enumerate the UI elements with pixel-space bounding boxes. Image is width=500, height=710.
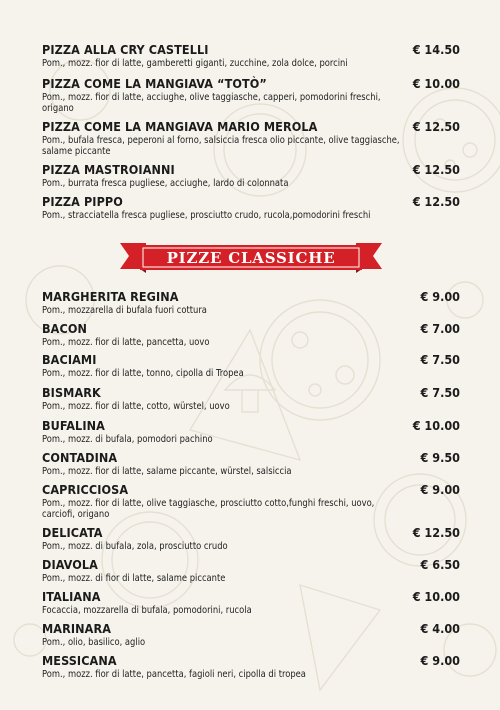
item-price: € 12.50	[412, 119, 460, 134]
item-name: BISMARK	[42, 385, 101, 400]
menu-item	[42, 386, 460, 412]
item-description: Pom., bufala fresca, peperoni al forno, salsiccia fresca olio piccante, olive taggiasche, salame piccante	[42, 135, 400, 157]
item-price: € 7.50	[420, 352, 460, 367]
item-price: € 12.50	[412, 162, 460, 177]
item-description: Pom., olio, basilico, aglio	[42, 637, 146, 648]
menu-item	[42, 353, 460, 379]
item-name: MARGHERITA REGINA	[42, 289, 179, 304]
item-price: € 4.00	[420, 621, 460, 636]
item-price: € 6.50	[420, 557, 460, 572]
item-name: CONTADINA	[42, 450, 118, 465]
item-description: Pom., mozz. fior di latte, olive taggiasche, prosciutto cotto,funghi freschi, uovo, carciofi, origano	[42, 498, 375, 520]
menu-item	[42, 120, 460, 157]
item-price: € 9.50	[420, 450, 460, 465]
item-price: € 7.00	[420, 321, 460, 336]
item-description: Pom., mozz. fior di latte, pancetta, uovo	[42, 337, 210, 348]
item-price: € 7.50	[420, 385, 460, 400]
item-description: Pom., mozz. fior di latte, salame piccante, würstel, salsiccia	[42, 466, 292, 477]
item-price: € 10.00	[412, 589, 460, 604]
section-title: PIZZE CLASSICHE	[166, 249, 336, 267]
item-description: Pom., burrata fresca pugliese, acciughe, lardo di colonnata	[42, 178, 289, 189]
menu-item	[42, 526, 460, 552]
item-name: MARINARA	[42, 621, 112, 636]
item-name: CAPRICCIOSA	[42, 482, 129, 497]
item-name: BUFALINA	[42, 418, 105, 433]
item-price: € 9.00	[420, 289, 460, 304]
item-name: BACON	[42, 321, 87, 336]
item-price: € 14.50	[412, 42, 460, 57]
item-description: Pom., mozz. fior di latte, acciughe, olive taggiasche, capperi, pomodorini freschi, origano	[42, 92, 381, 114]
item-name: PIZZA MASTROIANNI	[42, 162, 175, 177]
item-name: PIZZA ALLA CRY CASTELLI	[42, 42, 209, 57]
item-description: Pom., stracciatella fresca pugliese, prosciutto crudo, rucola,pomodorini freschi	[42, 210, 371, 221]
item-price: € 10.00	[412, 76, 460, 91]
menu-item	[42, 483, 460, 520]
item-description: Pom., mozz. fior di latte, pancetta, fagioli neri, cipolla di tropea	[42, 669, 306, 680]
menu-item	[42, 195, 460, 221]
menu-item	[42, 43, 460, 69]
item-description: Pom., mozz. di bufala, pomodori pachino	[42, 434, 213, 445]
section-banner	[120, 241, 382, 273]
menu-item	[42, 590, 460, 616]
menu-item	[42, 451, 460, 477]
item-price: € 9.00	[420, 653, 460, 668]
menu-item	[42, 77, 460, 114]
menu-item	[42, 419, 460, 445]
item-description: Pom., mozz. fior di latte, gamberetti giganti, zucchine, zola dolce, porcini	[42, 58, 348, 69]
item-description: Focaccia, mozzarella di bufala, pomodorini, rucola	[42, 605, 252, 616]
menu-item	[42, 622, 460, 648]
menu-item	[42, 322, 460, 348]
item-name: PIZZA PIPPO	[42, 194, 123, 209]
item-price: € 12.50	[412, 525, 460, 540]
item-description: Pom., mozz. fior di latte, tonno, cipolla di Tropea	[42, 368, 244, 379]
item-price: € 10.00	[412, 418, 460, 433]
menu-item	[42, 163, 460, 189]
item-description: Pom., mozz. fior di latte, cotto, würstel, uovo	[42, 401, 230, 412]
menu-item	[42, 290, 460, 316]
item-price: € 12.50	[412, 194, 460, 209]
item-description: Pom., mozz. di bufala, zola, prosciutto crudo	[42, 541, 228, 552]
item-name: DELICATA	[42, 525, 103, 540]
item-price: € 9.00	[420, 482, 460, 497]
menu-item	[42, 654, 460, 680]
menu-item	[42, 558, 460, 584]
item-name: PIZZA COME LA MANGIAVA “TOTÒ”	[42, 76, 267, 91]
item-name: ITALIANA	[42, 589, 101, 604]
item-name: BACIAMI	[42, 352, 97, 367]
item-name: DIAVOLA	[42, 557, 98, 572]
item-name: PIZZA COME LA MANGIAVA MARIO MEROLA	[42, 119, 318, 134]
item-description: Pom., mozz. di fior di latte, salame piccante	[42, 573, 226, 584]
item-description: Pom., mozzarella di bufala fuori cottura	[42, 305, 207, 316]
item-name: MESSICANA	[42, 653, 117, 668]
